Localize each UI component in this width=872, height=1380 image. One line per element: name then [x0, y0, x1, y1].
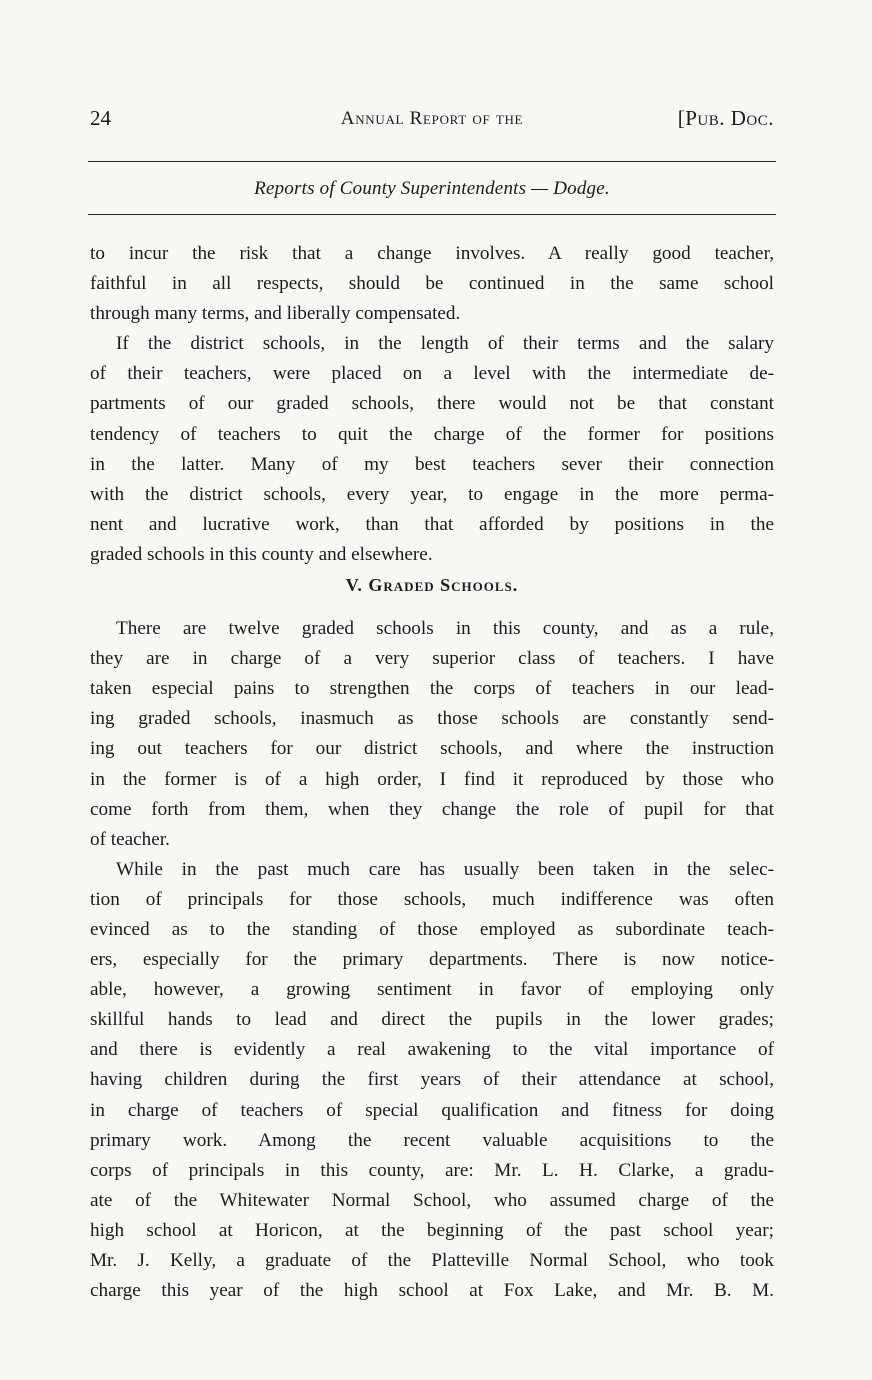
- text-line: to incur the risk that a change involves. A really good teacher,: [90, 243, 774, 264]
- text-line: ate of the Whitewater Normal School, who assumed charge of the: [90, 1189, 774, 1211]
- text-line: and there is evidently a real awakening to the vital importance of: [90, 1039, 774, 1061]
- text-line: in the former is of a high order, I find it reproduced by those who: [90, 768, 774, 790]
- text-line: having children during the first years of their attendance at school,: [90, 1069, 774, 1091]
- text-line: If the district schools, in the length of their terms and the salary: [116, 333, 774, 355]
- text-line: There are twelve graded schools in this county, and as a rule,: [116, 618, 774, 640]
- running-header: [90, 100, 774, 140]
- text-line: partments of our graded schools, there would not be that constant: [90, 393, 774, 415]
- text-line: come forth from them, when they change the role of pupil for that: [90, 798, 774, 820]
- text-line: able, however, a growing sentiment in favor of employing only: [90, 979, 774, 1001]
- text-line: skillful hands to lead and direct the pupils in the lower grades;: [90, 1009, 774, 1031]
- document-page: [90, 100, 774, 1306]
- text-line: ing out teachers for our district schools, and where the instruction: [90, 738, 774, 760]
- body-text: [90, 239, 774, 1306]
- document-designation: [Pub. Doc.: [677, 106, 774, 130]
- running-title: Annual Report of the: [340, 108, 524, 129]
- text-line: tion of principals for those schools, much indifference was often: [90, 888, 774, 910]
- text-line: tendency of teachers to quit the charge of the former for positions: [90, 423, 774, 445]
- text-line: evinced as to the standing of those employed as subordinate teach-: [90, 918, 774, 940]
- text-line: nent and lucrative work, than that afforded by positions in the: [90, 513, 774, 535]
- text-line: ing graded schools, inasmuch as those schools are constantly send-: [90, 708, 774, 730]
- text-line: in charge of teachers of special qualification and fitness for doing: [90, 1099, 774, 1121]
- text-line: of their teachers, were placed on a level with the intermediate de-: [90, 363, 774, 385]
- text-line: they are in charge of a very superior class of teachers. I have: [90, 648, 774, 670]
- text-line: primary work. Among the recent valuable acquisitions to the: [90, 1129, 774, 1151]
- text-line: charge this year of the high school at Fox Lake, and Mr. B. M.: [90, 1280, 774, 1302]
- text-line: high school at Horicon, at the beginning of the past school year;: [90, 1219, 774, 1241]
- text-line: graded schools in this county and elsewhere.: [90, 543, 433, 565]
- text-line: with the district schools, every year, to engage in the more perma-: [90, 483, 774, 505]
- text-line: corps of principals in this county, are: Mr. L. H. Clarke, a gradu-: [90, 1159, 774, 1181]
- paragraph-3: [90, 614, 774, 855]
- paragraph-1: [90, 239, 774, 329]
- text-line: of teacher.: [90, 828, 170, 850]
- section-subhead: Reports of County Superintendents — Dodge.: [254, 178, 610, 199]
- paragraph-4: [90, 855, 774, 1306]
- text-line: taken especial pains to strengthen the corps of teachers in our lead-: [90, 678, 774, 700]
- header-rule-bottom: [88, 214, 776, 215]
- text-line: While in the past much care has usually been taken in the selec-: [116, 858, 774, 880]
- text-line: in the latter. Many of my best teachers sever their connection: [90, 453, 774, 475]
- paragraph-2: [90, 329, 774, 570]
- page-number: 24: [90, 106, 111, 130]
- text-line: Mr. J. Kelly, a graduate of the Platteville Normal School, who took: [90, 1250, 774, 1271]
- text-line: faithful in all respects, should be continued in the same school: [90, 273, 774, 295]
- text-line: ers, especially for the primary departments. There is now notice-: [90, 949, 774, 971]
- text-line: through many terms, and liberally compensated.: [90, 303, 461, 325]
- section-heading: V. Graded Schools.: [345, 575, 519, 596]
